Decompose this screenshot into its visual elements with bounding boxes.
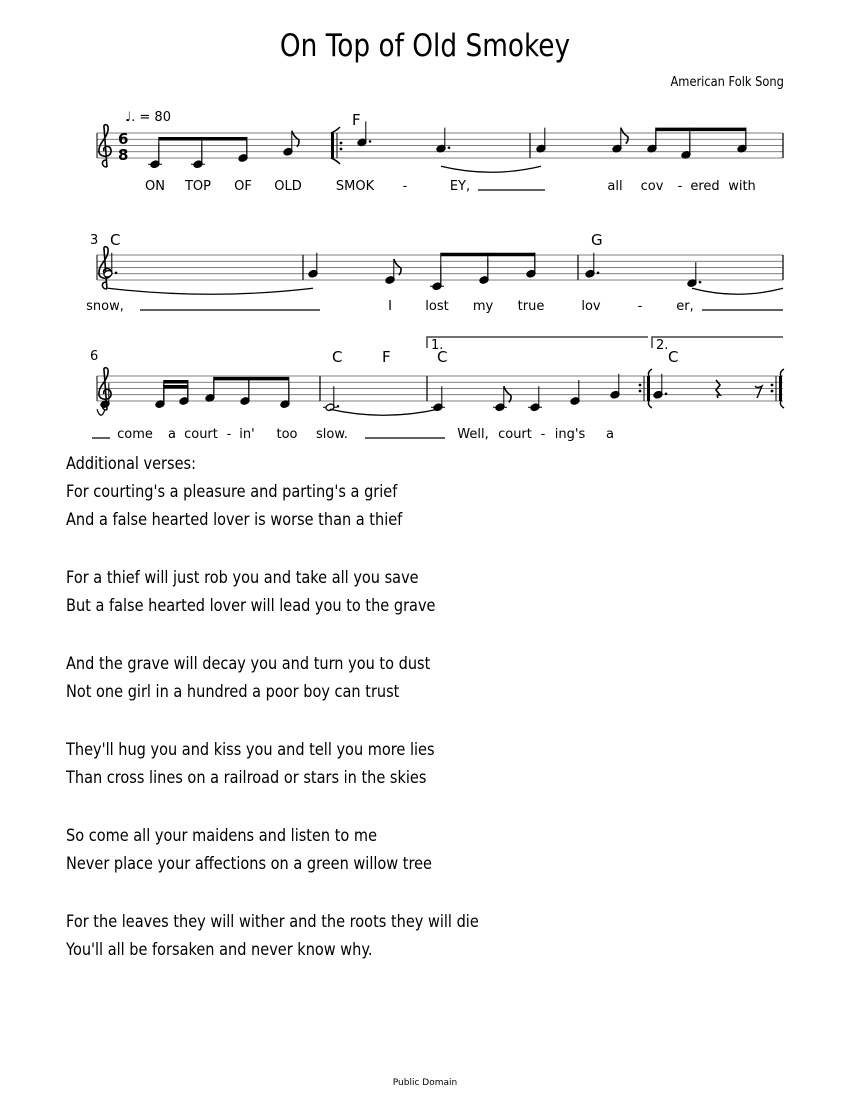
repeat-dot: [771, 384, 774, 387]
beam: [164, 380, 188, 384]
tie: [330, 409, 438, 415]
tie: [441, 166, 541, 172]
lyric-syllable: -: [637, 299, 643, 314]
score: [0, 0, 850, 450]
lyric-syllable: court: [498, 427, 532, 442]
volta-2-label: 2.: [656, 338, 669, 353]
volta-2-bracket: [652, 337, 783, 348]
measure-number: 6: [90, 349, 99, 364]
beam: [656, 128, 746, 132]
lyric-syllable: too: [276, 427, 298, 442]
lyric-syllable: cov: [640, 179, 664, 194]
lyric-syllable: OF: [234, 179, 252, 194]
beam: [214, 377, 289, 381]
chord-symbol: C: [332, 348, 343, 366]
augmentation-dot: [699, 281, 702, 284]
beam-secondary: [164, 385, 188, 389]
verse-line: But a false hearted lover will lead you to the grave: [66, 596, 436, 615]
lyric-syllable: Well,: [457, 427, 489, 442]
chord-symbol: G: [591, 231, 603, 249]
repeat-dot: [340, 142, 343, 145]
repeat-dot: [639, 384, 642, 387]
verse-line: Never place your affections on a green willow tree: [66, 854, 432, 873]
augmentation-dot: [369, 140, 372, 143]
eighth-rest: [755, 386, 762, 398]
verse-line: And the grave will decay you and turn you to dust: [66, 654, 431, 673]
repeat-dot: [639, 390, 642, 393]
quarter-rest: [716, 380, 720, 398]
lyric-syllable: in': [239, 427, 255, 442]
chord-symbol: C: [437, 348, 448, 366]
augmentation-dot: [115, 271, 118, 274]
verse-line: You'll all be forsaken and never know why.: [66, 940, 373, 959]
repeat-start-thick: [331, 133, 334, 158]
verse-line: And a false hearted lover is worse than a thief: [66, 510, 403, 529]
augmentation-dot: [337, 405, 340, 408]
volta-1-bracket: [427, 337, 648, 348]
verses-heading: Additional verses:: [66, 454, 196, 473]
lyric-syllable: -: [226, 427, 232, 442]
lyric-syllable: er,: [676, 299, 694, 314]
lyric-syllable: come: [117, 427, 153, 442]
verse-line: They'll hug you and kiss you and tell you more lies: [66, 740, 435, 759]
tie: [108, 288, 313, 294]
chord-symbol: C: [668, 348, 679, 366]
augmentation-dot: [448, 146, 451, 149]
lyric-syllable: ered: [690, 179, 720, 194]
repeat-dot: [340, 148, 343, 151]
repeat-end-2-thick: [779, 376, 782, 401]
lyric-syllable: a: [606, 427, 614, 442]
lyric-syllable: snow,: [86, 299, 124, 314]
lyric-syllable: EY,: [449, 179, 471, 194]
chord-symbol: C: [110, 231, 121, 249]
flag: [621, 128, 628, 144]
verse-line: For a thief will just rob you and take all you save: [66, 568, 419, 587]
lyric-syllable: SMOK: [335, 179, 375, 194]
lyric-syllable: -: [540, 427, 546, 442]
lyric-syllable: lov: [581, 299, 601, 314]
verse-line: Not one girl in a hundred a poor boy can trust: [66, 682, 400, 701]
lyric-syllable: ON: [145, 179, 165, 194]
lyric-syllable: ing's: [554, 427, 586, 442]
lyric-syllable: lost: [425, 299, 449, 314]
lyric-syllable: -: [402, 179, 408, 194]
repeat-dot: [771, 390, 774, 393]
time-signature-bottom: 8: [118, 146, 129, 164]
lyric-syllable: court: [184, 427, 218, 442]
verse-line: For the leaves they will wither and the roots they will die: [66, 912, 479, 931]
time-signature-top: 6: [118, 130, 129, 148]
verse-line: So come all your maidens and listen to me: [66, 826, 378, 845]
chord-symbol: F: [352, 111, 361, 129]
volta-1-label: 1.: [431, 338, 444, 353]
lyric-syllable: TOP: [184, 179, 212, 194]
lyric-syllable: with: [728, 179, 756, 194]
tie: [692, 288, 783, 294]
verse-line: Than cross lines on a railroad or stars in the skies: [66, 768, 427, 787]
lyric-syllable: my: [472, 299, 494, 314]
lyric-syllable: OLD: [274, 179, 302, 194]
measure-number: 3: [90, 233, 99, 248]
composer: American Folk Song: [670, 75, 784, 90]
lyric-syllable: all: [607, 179, 623, 194]
augmentation-dot: [597, 271, 600, 274]
augmentation-dot: [665, 392, 668, 395]
beam: [159, 137, 247, 141]
tempo-marking: ♩. = 80: [125, 110, 171, 125]
lyric-syllable: -: [677, 179, 683, 194]
lyric-syllable: I: [388, 299, 392, 314]
chord-symbol: F: [382, 348, 391, 366]
lyric-syllable: true: [517, 299, 545, 314]
lyric-syllable: a: [168, 427, 176, 442]
song-title: On Top of Old Smokey: [279, 28, 571, 64]
repeat-end-1-thick: [647, 376, 650, 401]
verse-line: For courting's a pleasure and parting's a grief: [66, 482, 398, 501]
lyric-syllable: slow.: [316, 427, 348, 442]
footer-copyright: Public Domain: [392, 1078, 458, 1088]
